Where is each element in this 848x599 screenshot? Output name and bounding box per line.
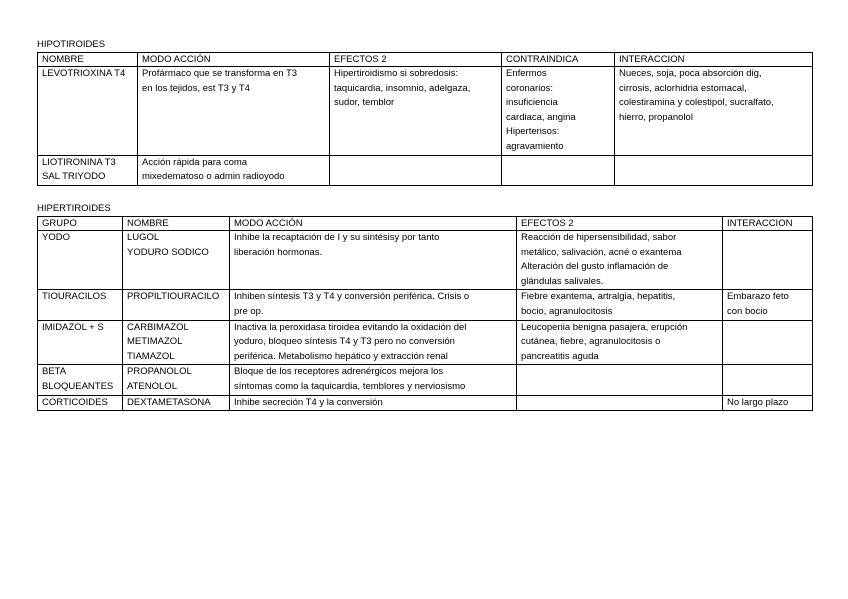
cell-text: mixedematoso o admin radioyodo	[142, 171, 285, 183]
header-cell: INTERACCION	[615, 53, 813, 67]
cell-text: cutánea, fiebre, agranulocitosis o	[521, 336, 661, 348]
cell-text: Embarazo feto	[727, 291, 789, 303]
table-row	[38, 155, 813, 185]
cell-text: Nueces, soja, poca absorción dig,	[619, 68, 762, 79]
cell-text: periférica. Metabolismo hepático y extracción renal	[234, 350, 448, 362]
cell-text: sudor, temblor	[334, 97, 395, 109]
header-cell: INTERACCION	[723, 217, 813, 231]
cell-efectos	[517, 290, 723, 320]
cell-text: Fiebre exantema, artralgia, hepatitis,	[521, 291, 676, 303]
cell-text: LIOTIRONINA T3	[42, 156, 116, 168]
cell-text: hierro, propanolol	[619, 111, 693, 123]
cell-efectos	[517, 365, 723, 395]
cell-modo	[230, 290, 517, 320]
cell-text: IMIDAZOL + S	[42, 321, 104, 333]
cell-modo	[138, 155, 330, 185]
header-cell: NOMBRE	[38, 53, 138, 67]
cell-text: SAL TRIYODO	[42, 171, 106, 183]
cell-text: taquicardia, insomnio, adelgaza,	[334, 82, 471, 94]
cell-text: glándulas salivales.	[521, 275, 604, 287]
cell-text: PROPANOLOL	[127, 366, 192, 378]
cell-text: Enfermos	[506, 68, 547, 79]
cell-grupo	[38, 231, 123, 290]
cell-interaccion	[615, 67, 813, 156]
cell-text: PROPILTIOURACILO	[127, 291, 220, 303]
table-row	[38, 290, 813, 320]
cell-text: BLOQUEANTES	[42, 380, 114, 392]
cell-text: CORTICOIDES	[42, 396, 108, 408]
cell-text: coronarios:	[506, 82, 553, 94]
cell-text: insuficiencia	[506, 97, 558, 109]
header-cell: EFECTOS 2	[330, 53, 502, 67]
table-row	[38, 320, 813, 365]
cell-text: cirrosis, aclorhidria estomacal,	[619, 82, 747, 94]
cell-efectos	[517, 395, 723, 411]
cell-nombre	[123, 231, 230, 290]
cell-text: LUGOL	[127, 232, 160, 243]
cell-text: YODURO SODICO	[127, 246, 209, 258]
cell-text: con bocio	[727, 305, 768, 317]
cell-text: CARBIMAZOL	[127, 321, 189, 333]
cell-text: Inhibe la recaptación de I y su sintésisy por tanto	[234, 232, 440, 243]
cell-nombre	[123, 395, 230, 411]
cell-modo	[230, 395, 517, 411]
cell-text: en los tejidos, est T3 y T4	[142, 82, 250, 94]
cell-grupo	[38, 320, 123, 365]
cell-text: TIAMAZOL	[127, 350, 175, 362]
cell-text: No largo plazo	[727, 396, 789, 408]
hipertiroides-title: HIPERTIROIDES	[37, 203, 111, 214]
cell-text: Inactiva la peroxidasa tiroidea evitando la oxidación del	[234, 321, 467, 333]
header-cell: EFECTOS 2	[517, 217, 723, 231]
header-cell: MODO ACCIÓN	[138, 53, 330, 67]
cell-text: yoduro, bloqueo síntesis T4 y T3 pero no conversión	[234, 336, 455, 348]
table-row	[38, 67, 813, 156]
cell-text: Reacción de hipersensibilidad, sabor	[521, 232, 677, 243]
cell-nombre	[38, 155, 138, 185]
cell-text: BETA	[42, 366, 67, 378]
cell-interaccion	[723, 395, 813, 411]
cell-efectos	[517, 231, 723, 290]
cell-grupo	[38, 365, 123, 395]
cell-text: Bloque de los receptores adrenérgicos mejora los	[234, 366, 444, 378]
cell-text: pre op.	[234, 305, 264, 317]
header-cell: CONTRAINDICA	[502, 53, 615, 67]
cell-text: Inhiben síntesis T3 y T4 y conversión periférica. Crisis o	[234, 291, 470, 303]
table-header-row	[38, 53, 813, 67]
cell-text: Hipertensos:	[506, 126, 560, 138]
cell-efectos	[330, 67, 502, 156]
cell-text: cardiaca, angina	[506, 111, 576, 123]
cell-interaccion	[723, 231, 813, 290]
cell-grupo	[38, 290, 123, 320]
cell-contraindica	[502, 155, 615, 185]
cell-text: bocio, agranulocitosis	[521, 305, 613, 317]
cell-nombre	[123, 290, 230, 320]
cell-text: colestiramina y colestipol, sucralfato,	[619, 97, 774, 109]
table-row	[38, 231, 813, 290]
cell-interaccion	[723, 320, 813, 365]
cell-text: DEXTAMETASONA	[127, 396, 211, 408]
cell-text: liberación hormonas.	[234, 246, 323, 258]
cell-grupo	[38, 395, 123, 411]
cell-text: Alteración del gusto inflamación de	[521, 261, 669, 273]
cell-interaccion	[723, 290, 813, 320]
cell-text: pancreatitis aguda	[521, 350, 599, 362]
cell-efectos	[330, 155, 502, 185]
cell-text: agravamiento	[506, 140, 564, 152]
cell-text: TIOURACILOS	[42, 291, 107, 303]
hipotiroides-table	[37, 52, 813, 186]
table-row	[38, 365, 813, 395]
cell-efectos	[517, 320, 723, 365]
cell-text: METIMAZOL	[127, 336, 183, 348]
cell-interaccion	[615, 155, 813, 185]
cell-text: Hipertiroidismo si sobredosis:	[334, 68, 459, 79]
cell-contraindica	[502, 67, 615, 156]
cell-text: YODO	[42, 232, 70, 243]
cell-text: Inhibe secreción T4 y la conversión	[234, 396, 383, 408]
table-row	[38, 395, 813, 411]
cell-modo	[230, 365, 517, 395]
hipertiroides-table	[37, 216, 813, 411]
cell-text: Leucopenia benigna pasajera, erupción	[521, 321, 688, 333]
header-cell: NOMBRE	[123, 217, 230, 231]
cell-text: metálico, salivación, acné o exantema	[521, 246, 682, 258]
header-cell: GRUPO	[38, 217, 123, 231]
cell-modo	[230, 231, 517, 290]
cell-modo	[138, 67, 330, 156]
cell-text: LEVOTRIOXINA T4	[42, 68, 126, 79]
cell-text: Acción rápida para coma	[142, 156, 248, 168]
cell-text: ATENOLOL	[127, 380, 177, 392]
cell-modo	[230, 320, 517, 365]
cell-nombre	[38, 67, 138, 156]
cell-nombre	[123, 320, 230, 365]
header-cell: MODO ACCIÓN	[230, 217, 517, 231]
cell-nombre	[123, 365, 230, 395]
table-header-row	[38, 217, 813, 231]
cell-text: síntomas como la taquicardia, temblores y nerviosismo	[234, 380, 466, 392]
hipotiroides-title: HIPOTIROIDES	[37, 39, 106, 50]
cell-text: Profármaco que se transforma en T3	[142, 68, 298, 79]
cell-interaccion	[723, 365, 813, 395]
